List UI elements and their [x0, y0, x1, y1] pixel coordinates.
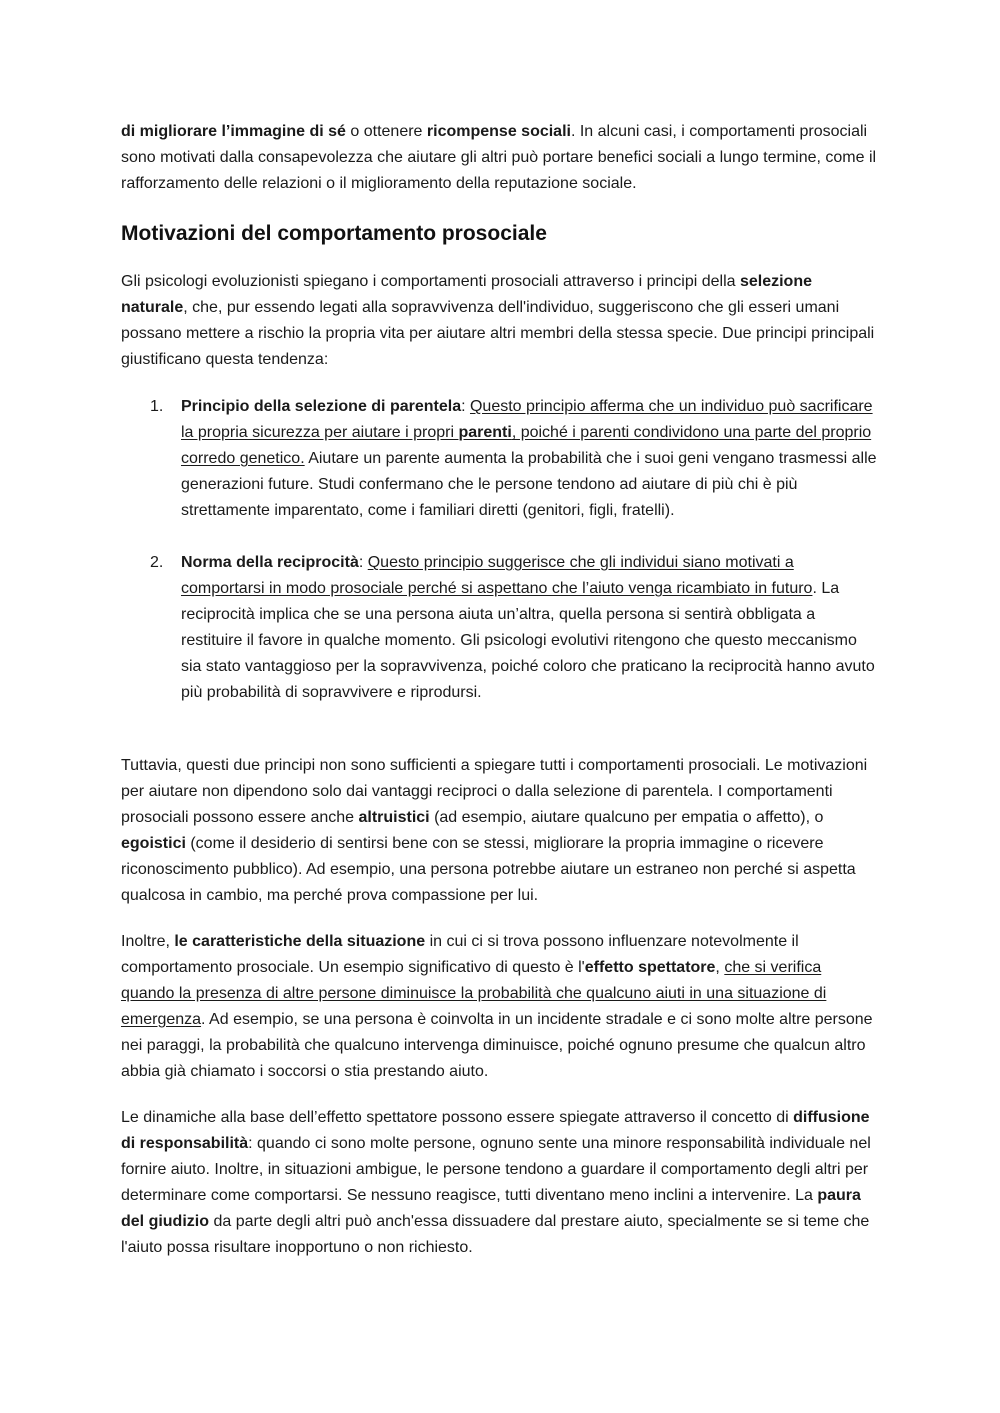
paragraph-situation — [121, 929, 877, 1085]
text-run: Tuttavia, questi due principi non sono sufficienti a spiegare tutti i comportamenti prosociali. Le motivazioni per aiutare non dipendono solo dai vantaggi reciproci o dalla selezione di parentela. I comportamenti prosociali possono essere anche — [121, 757, 868, 826]
bold-term: effetto spettatore — [584, 959, 716, 976]
text-run: Gli psicologi evoluzionisti spiegano i comportamenti prosociali attraverso i principi della — [121, 273, 740, 290]
principles-list — [121, 394, 877, 706]
section-heading: Motivazioni del comportamento prosociale — [121, 222, 547, 245]
text-run: , poiché i parenti condividono una parte del proprio corredo genetico. — [181, 424, 872, 467]
bold-term: parenti — [458, 424, 512, 441]
bold-term: altruistici — [358, 809, 430, 826]
bold-term: Principio della selezione di parentela — [181, 398, 462, 415]
underlined-text: Questo principio suggerisce che gli individui siano motivati a comportarsi in modo prosociale perché si aspettano che l’aiuto venga ricambiato in futuro — [181, 554, 813, 597]
text-run: (ad esempio, aiutare qualcuno per empatia o affetto), o — [429, 809, 824, 826]
text-run: Le dinamiche alla base dell’effetto spettatore possono essere spiegate attraverso il concetto di — [121, 1109, 794, 1126]
underlined-text: che si verifica quando la presenza di altre persone diminuisce la probabilità che qualcuno aiuti in una situazione di emergenza — [121, 959, 827, 1028]
text-run: da parte degli altri può anch'essa dissuadere dal prestare aiuto, specialmente se si teme che l'aiuto possa risultare inopportuno o non richiesto. — [121, 1213, 870, 1256]
text-run: , — [715, 959, 725, 976]
text-run: Aiutare un parente aumenta la probabilità che i suoi geni vengano trasmessi alle generazioni future. Studi confermano che le persone tendono ad aiutare di più chi è più strettamente imparentato, come i familiari diretti (genitori, figli, fratelli). — [181, 450, 877, 519]
text-run: . Ad esempio, se una persona è coinvolta in un incidente stradale e ci sono molte altre persone nei paraggi, la probabilità che qualcuno intervenga diminuisce, poiché ognuno presume che qualcun altro abbia già chiamato i soccorsi o stia prestando aiuto. — [121, 1011, 873, 1080]
bold-term: ricompense sociali — [426, 123, 571, 140]
list-item — [121, 394, 877, 524]
text-run: . La reciprocità implica che se una persona aiuta un’altra, quella persona si sentirà obbligata a restituire il favore in qualche momento. Gli psicologi evolutivi ritengono che questo meccanismo sia stato vantaggioso per la sopravvivenza, poiché coloro che praticano la reciprocità hanno avuto più probabilità di sopravvivere e riprodursi. — [181, 580, 875, 701]
text-run: Inoltre, — [121, 933, 175, 950]
text-run: : — [358, 554, 368, 571]
list-item — [121, 550, 877, 706]
paragraph-bystander — [121, 1105, 877, 1261]
bold-term: selezione naturale — [121, 273, 812, 316]
list-number: 1. — [150, 398, 164, 415]
text-run: : — [461, 398, 470, 415]
text-run: in cui ci si trova possono influenzare notevolmente il comportamento prosociale. Un esempio significativo di questo è l' — [121, 933, 799, 976]
page-content — [121, 119, 877, 1261]
text-run: o ottenere — [345, 123, 427, 140]
paragraph-motivations — [121, 753, 877, 909]
bold-term: diffusione di responsabilità — [121, 1109, 870, 1152]
text-run: . In alcuni casi, i comportamenti prosociali sono motivati dalla consapevolezza che aiutare gli altri può portare benefici sociali a lungo termine, come il rafforzamento delle relazioni o il miglioramento della reputazione sociale. — [121, 123, 877, 192]
text-run: , che, pur essendo legati alla sopravvivenza dell'individuo, suggeriscono che gli esseri umani possano mettere a rischio la propria vita per aiutare altri membri della stessa specie. Due principi principali giustificano questa tendenza: — [121, 299, 875, 368]
text-run: (come il desiderio di sentirsi bene con se stessi, migliorare la propria immagine o ricevere riconoscimento pubblico). Ad esempio, una persona potrebbe aiutare un estraneo non perché si aspetta qualcosa in cambio, ma perché prova compassione per lui. — [121, 835, 856, 904]
bold-term: di migliorare l’immagine di sé — [121, 123, 346, 140]
paragraph-evolutionary — [121, 269, 877, 373]
bold-term: paura del giudizio — [121, 1187, 861, 1230]
bold-term: le caratteristiche della situazione — [174, 933, 426, 950]
bold-term: egoistici — [121, 835, 186, 852]
list-number: 2. — [150, 554, 164, 571]
text-run: : quando ci sono molte persone, ognuno sente una minore responsabilità individuale nel fornire aiuto. Inoltre, in situazioni ambigue, le persone tendono a guardare il comportamento degli altri per determinare come comportarsi. Se nessuno reagisce, tutti diventano meno inclini a intervenire. La — [121, 1135, 871, 1204]
paragraph-intro — [121, 119, 877, 197]
bold-term: Norma della reciprocità — [181, 554, 359, 571]
text-run: Questo principio afferma che un individuo può sacrificare la propria sicurezza per aiutare i propri — [181, 398, 873, 441]
